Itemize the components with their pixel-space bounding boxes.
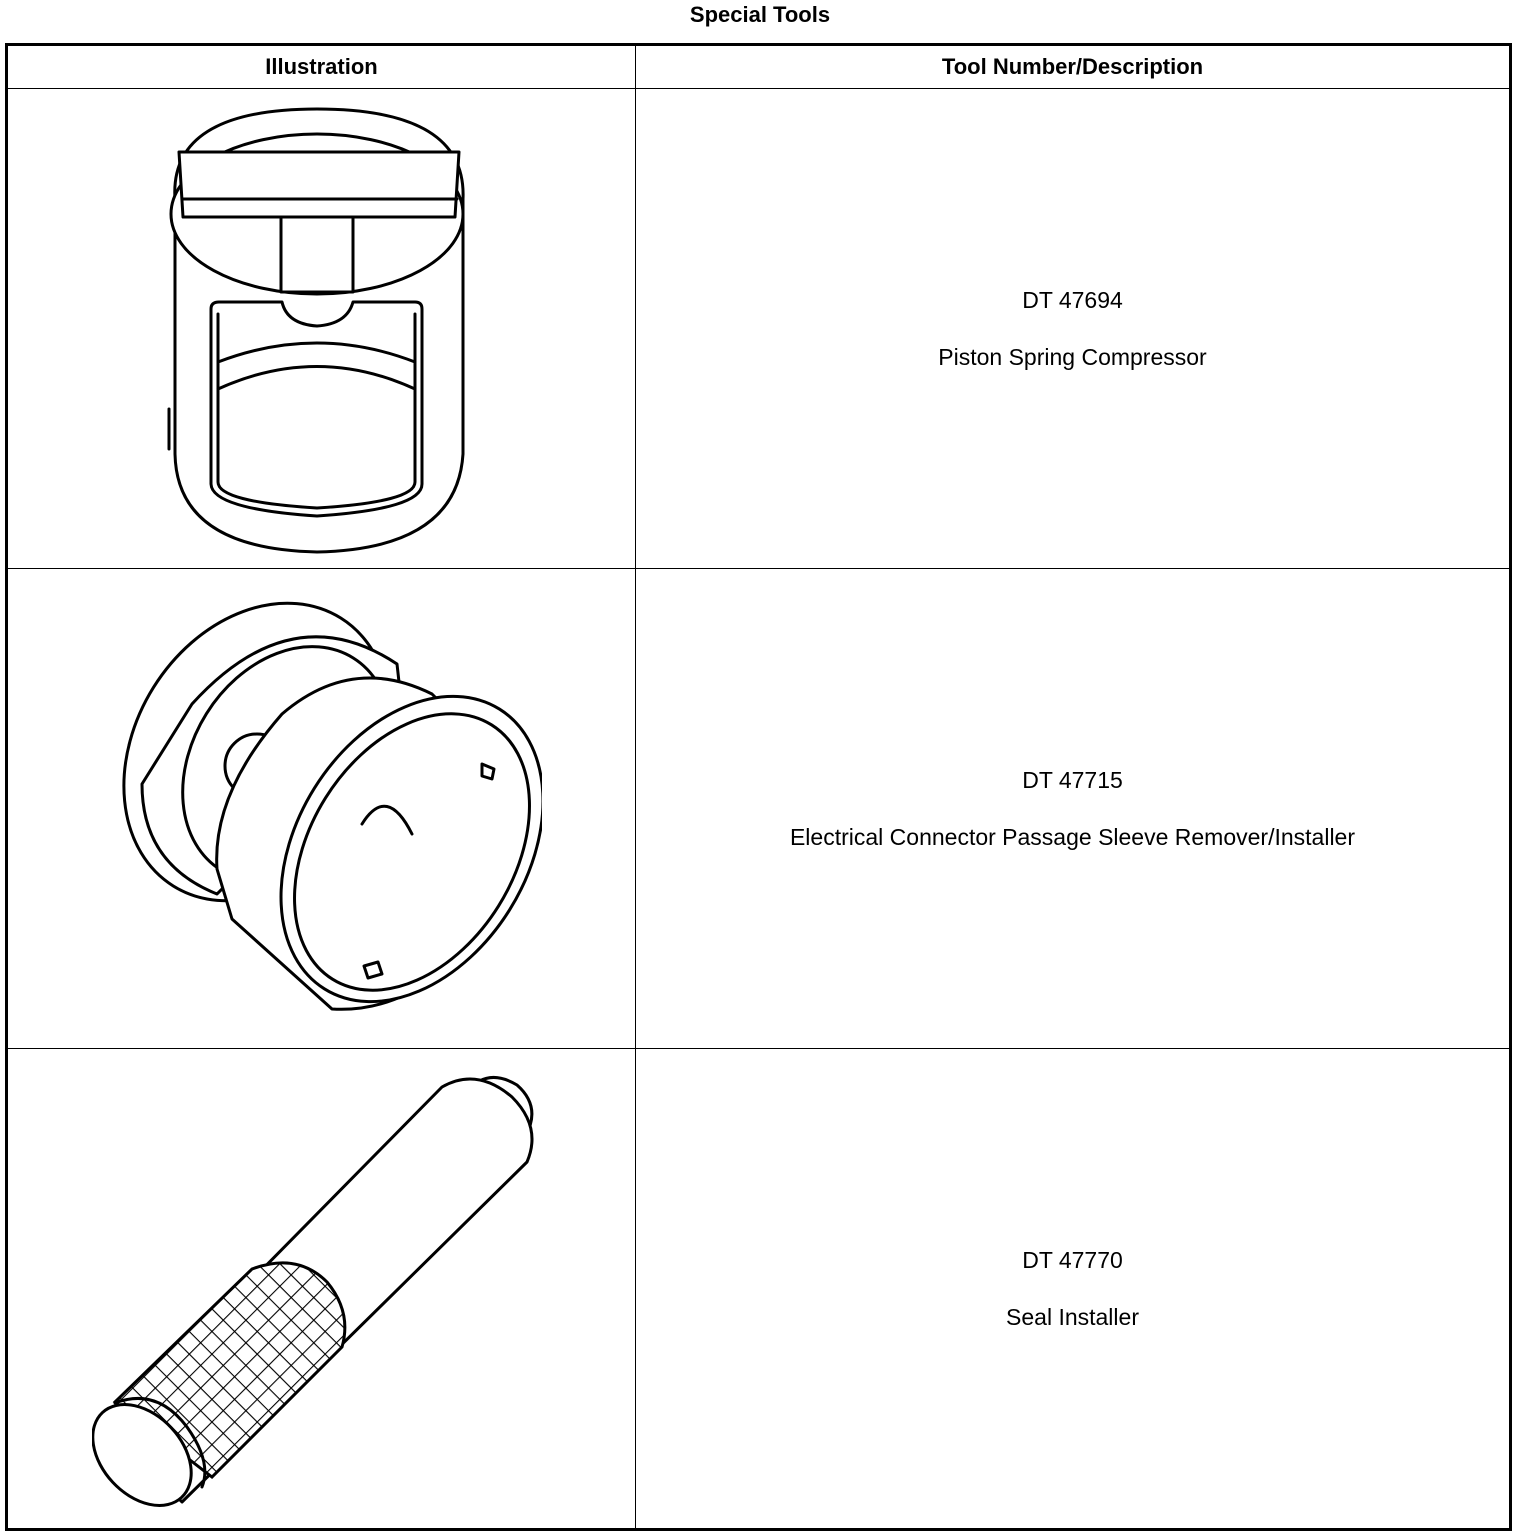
illustration-cell [7,89,636,569]
illustration-cell [7,1049,636,1530]
tool-description: Electrical Connector Passage Sleeve Remover/Installer [789,823,1356,850]
table-header-row [7,45,1511,89]
tool-description-cell [636,89,1511,569]
table-row [7,1049,1511,1530]
tool-description: Piston Spring Compressor [938,343,1207,370]
tool-number: DT 47694 [1022,286,1123,313]
illustration-cell [7,569,636,1049]
illustration-column-header: Illustration [7,45,636,89]
table-row [7,569,1511,1049]
table-row [7,89,1511,569]
tool-column-header: Tool Number/Description [636,45,1511,89]
tool-number: DT 47770 [1022,1246,1123,1273]
sleeve-remover-installer-icon [102,599,542,1019]
seal-installer-icon [92,1069,552,1509]
tool-description: Seal Installer [1006,1303,1139,1330]
tool-number: DT 47715 [1022,766,1123,793]
tool-description-cell [636,569,1511,1049]
tool-description-cell [636,1049,1511,1530]
page-title: Special Tools [689,2,831,27]
piston-spring-compressor-icon [162,104,482,554]
special-tools-table [5,43,1512,1531]
